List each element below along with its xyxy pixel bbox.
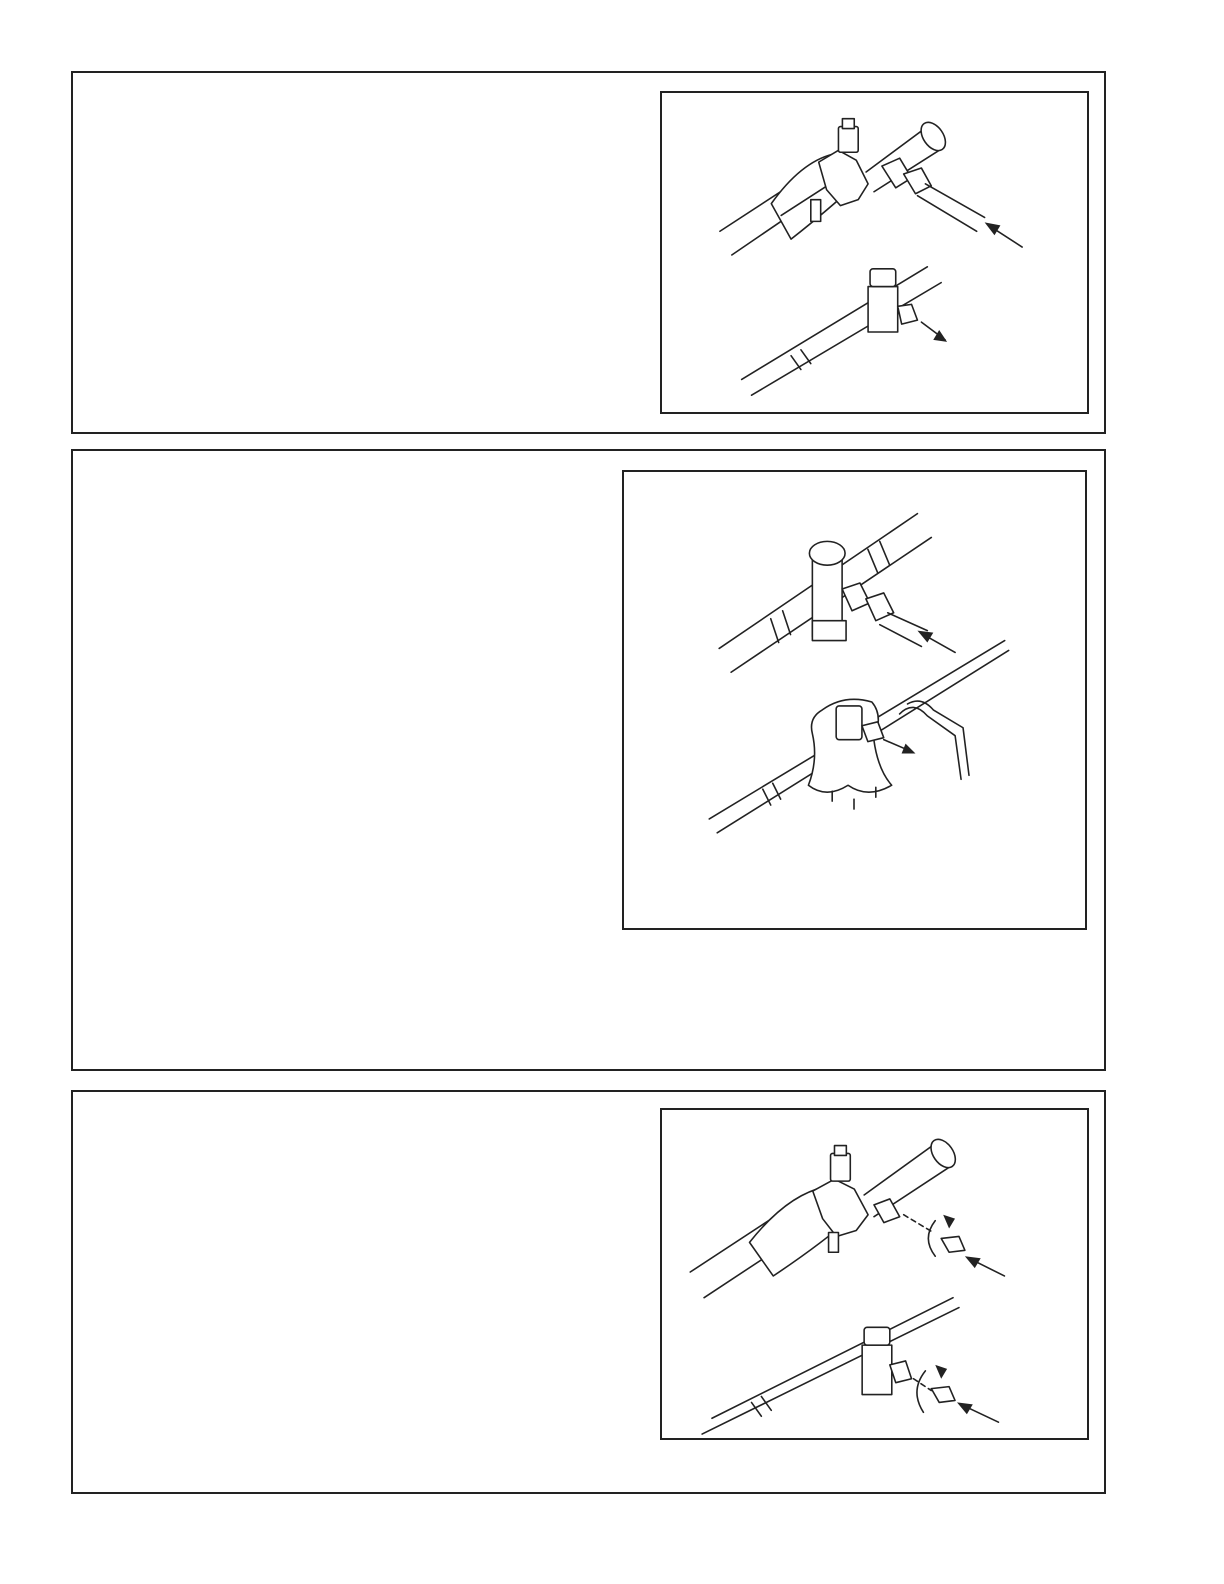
valve-illustration-icon	[662, 93, 1087, 412]
brazing-torch-illustration-icon	[624, 472, 1085, 928]
liquid-valve-icon	[702, 1298, 998, 1434]
figure-2	[622, 470, 1087, 930]
panel-3	[71, 1090, 1106, 1494]
suction-valve-icon	[690, 1135, 1004, 1298]
liquid-valve-icon	[742, 267, 947, 395]
figure-1	[660, 91, 1089, 414]
suction-valve-icon	[720, 118, 1022, 255]
panel-1	[71, 71, 1106, 434]
wet-rag-icon	[709, 641, 1008, 833]
valve-core-install-illustration-icon	[662, 1110, 1087, 1438]
suction-valve-icon	[719, 514, 955, 673]
figure-3	[660, 1108, 1089, 1440]
panel-2	[71, 449, 1106, 1071]
